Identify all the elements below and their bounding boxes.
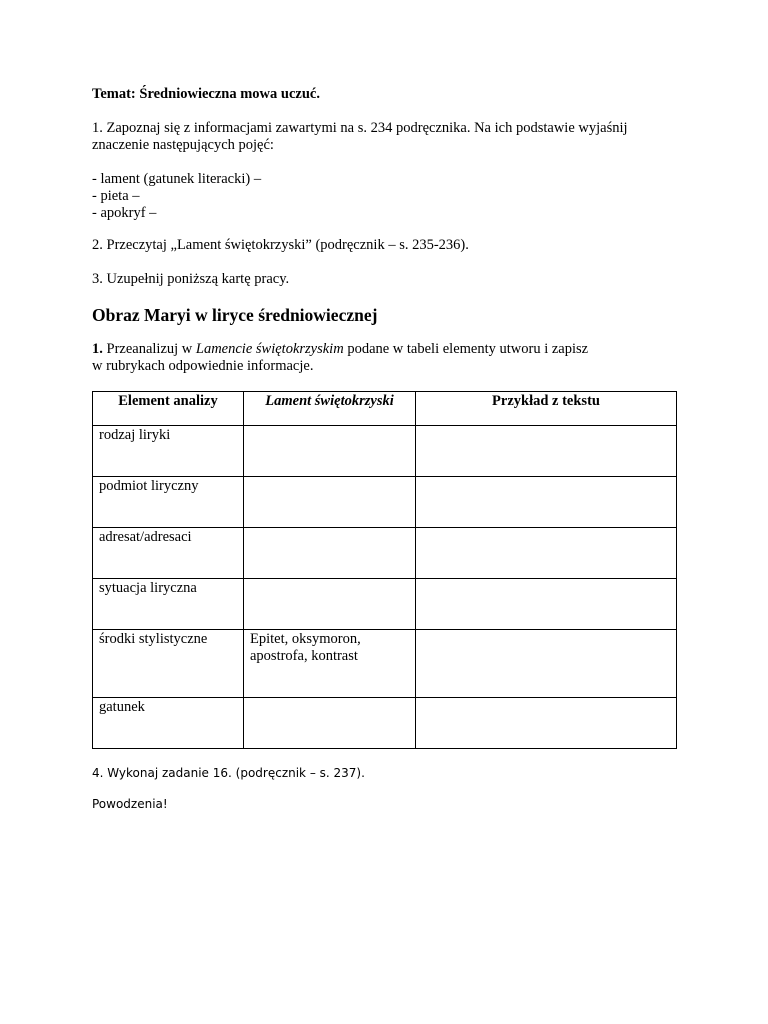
task-1-line-1: 1. Zapoznaj się z informacjami zawartymi na s. 234 podręcznika. Na ich podstawie wyjaśnij <box>92 120 628 136</box>
intro-italic-title: Lamencie świętokrzyskim <box>195 341 344 357</box>
term-item: - apokryf – <box>92 205 157 221</box>
cell-element: sytuacja liryczna <box>93 579 244 630</box>
analysis-table <box>92 391 677 749</box>
task-4: 4. Wykonaj zadanie 16. (podręcznik – s. 237). <box>92 766 365 780</box>
table-row <box>93 630 677 698</box>
cell-lament-line-1: Epitet, oksymoron, <box>250 631 361 647</box>
table-row <box>93 477 677 528</box>
cell-element: rodzaj liryki <box>93 426 244 477</box>
task-1 <box>92 120 692 154</box>
table-row <box>93 528 677 579</box>
cell-element: gatunek <box>93 698 244 749</box>
analysis-intro <box>92 341 692 375</box>
table-row <box>93 426 677 477</box>
cell-lament[interactable] <box>244 579 416 630</box>
intro-text-after: podane w tabeli elementy utworu i zapisz <box>343 341 589 357</box>
cell-lament[interactable] <box>244 528 416 579</box>
cell-lament[interactable] <box>244 477 416 528</box>
cell-example[interactable] <box>416 630 677 698</box>
cell-example[interactable] <box>416 477 677 528</box>
cell-element: adresat/adresaci <box>93 528 244 579</box>
intro-number: 1. <box>92 341 103 357</box>
cell-element: środki stylistyczne <box>93 630 244 698</box>
cell-example[interactable] <box>416 426 677 477</box>
section-heading: Obraz Maryi w liryce średniowiecznej <box>92 305 378 325</box>
intro-line-1 <box>92 341 692 358</box>
header-element: Element analizy <box>93 392 244 426</box>
cell-lament-line-2: apostrofa, kontrast <box>250 648 358 664</box>
task-1-line-2: znaczenie następujących pojęć: <box>92 137 274 153</box>
term-item: - pieta – <box>92 188 140 204</box>
intro-text-before: Przeanalizuj w <box>102 341 196 357</box>
task-2: 2. Przeczytaj „Lament świętokrzyski” (podręcznik – s. 235-236). <box>92 237 469 253</box>
header-example: Przykład z tekstu <box>416 392 677 426</box>
intro-line-2: w rubrykach odpowiednie informacje. <box>92 358 314 374</box>
cell-example[interactable] <box>416 579 677 630</box>
table-row <box>93 579 677 630</box>
topic-title: Temat: Średniowieczna mowa uczuć. <box>92 86 320 102</box>
cell-lament[interactable] <box>244 698 416 749</box>
table-header-row <box>93 392 677 426</box>
table-row <box>93 698 677 749</box>
cell-example[interactable] <box>416 698 677 749</box>
cell-element: podmiot liryczny <box>93 477 244 528</box>
closing-text: Powodzenia! <box>92 797 168 811</box>
cell-lament[interactable] <box>244 426 416 477</box>
cell-lament[interactable] <box>244 630 416 698</box>
cell-example[interactable] <box>416 528 677 579</box>
term-item: - lament (gatunek literacki) – <box>92 171 262 187</box>
header-lament: Lament świętokrzyski <box>244 392 416 426</box>
task-3: 3. Uzupełnij poniższą kartę pracy. <box>92 271 290 287</box>
terms-list <box>92 171 692 222</box>
